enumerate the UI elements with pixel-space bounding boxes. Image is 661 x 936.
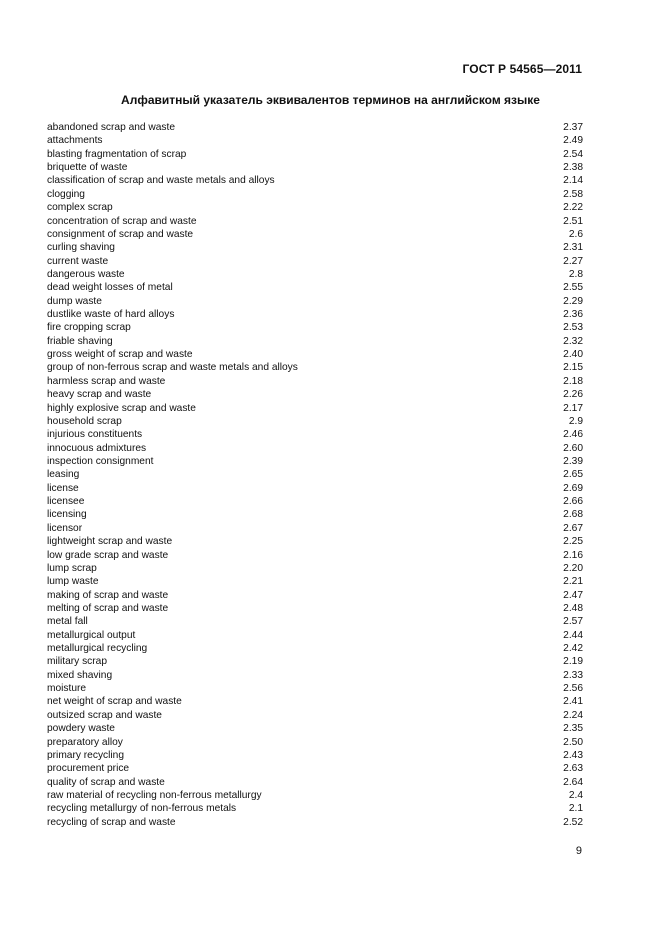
index-term: recycling of scrap and waste [47, 816, 176, 828]
index-term: net weight of scrap and waste [47, 696, 182, 708]
index-entry [47, 215, 583, 228]
index-entry [47, 482, 583, 495]
index-entry [47, 321, 583, 334]
index-entry [47, 201, 583, 214]
index-ref: 2.56 [563, 683, 583, 695]
index-entry [47, 508, 583, 521]
index-term: metal fall [47, 616, 88, 628]
index-entry [47, 615, 583, 628]
index-ref: 2.64 [563, 776, 583, 788]
index-ref: 2.69 [563, 482, 583, 494]
index-entry [47, 789, 583, 802]
index-term: curling shaving [47, 242, 115, 254]
index-ref: 2.25 [563, 536, 583, 548]
index-entry [47, 442, 583, 455]
index-term: primary recycling [47, 749, 124, 761]
index-ref: 2.65 [563, 469, 583, 481]
index-term: household scrap [47, 415, 122, 427]
index-ref: 2.54 [563, 148, 583, 160]
index-ref: 2.27 [563, 255, 583, 267]
index-term: military scrap [47, 656, 108, 668]
index-term: procurement price [47, 763, 130, 775]
index-ref: 2.40 [563, 349, 583, 361]
index-entry [47, 161, 583, 174]
index-entry [47, 255, 583, 268]
index-term: harmless scrap and waste [47, 375, 166, 387]
index-entry [47, 241, 583, 254]
index-ref: 2.6 [568, 228, 583, 240]
document-code: ГОСТ Р 54565—2011 [462, 62, 582, 76]
index-ref: 2.15 [563, 362, 583, 374]
index-ref: 2.20 [563, 562, 583, 574]
index-term: heavy scrap and waste [47, 389, 152, 401]
index-term: lump waste [47, 576, 99, 588]
index-ref: 2.58 [563, 188, 583, 200]
index-ref: 2.60 [563, 442, 583, 454]
index-term: fire cropping scrap [47, 322, 131, 334]
index-entry [47, 722, 583, 735]
index-term: mixed shaving [47, 669, 113, 681]
index-ref: 2.68 [563, 509, 583, 521]
index-entry [47, 589, 583, 602]
index-term: dustlike waste of hard alloys [47, 309, 175, 321]
index-ref: 2.37 [563, 122, 583, 133]
index-ref: 2.42 [563, 643, 583, 655]
index-term: quality of scrap and waste [47, 776, 165, 788]
index-ref: 2.35 [563, 723, 583, 735]
index-term: making of scrap and waste [47, 589, 169, 601]
index-term: preparatory alloy [47, 736, 123, 748]
index-ref: 2.17 [563, 402, 583, 414]
index-entry [47, 575, 583, 588]
index-term: raw material of recycling non-ferrous metallurgy [47, 789, 262, 801]
index-entry [47, 749, 583, 762]
index-ref: 2.67 [563, 522, 583, 534]
index-ref: 2.19 [563, 656, 583, 668]
index-ref: 2.47 [563, 589, 583, 601]
index-term: complex scrap [47, 202, 113, 214]
index-term: licensee [47, 496, 85, 508]
index-term: dangerous waste [47, 268, 125, 280]
index-entry [47, 295, 583, 308]
index-term: current waste [47, 255, 109, 267]
index-entry [47, 468, 583, 481]
index-term: dead weight losses of metal [47, 282, 173, 294]
index-term: attachments [47, 135, 103, 147]
index-term: low grade scrap and waste [47, 549, 169, 561]
index-entry [47, 495, 583, 508]
index-term: dump waste [47, 295, 102, 307]
index-entry [47, 188, 583, 201]
index-term: license [47, 482, 79, 494]
index-entry [47, 549, 583, 562]
index-term: licensing [47, 509, 87, 521]
index-term: lump scrap [47, 562, 97, 574]
index-term: consignment of scrap and waste [47, 228, 194, 240]
index-entry [47, 776, 583, 789]
index-term: innocuous admixtures [47, 442, 147, 454]
index-entry [47, 709, 583, 722]
index-ref: 2.57 [563, 616, 583, 628]
index-term: recycling metallurgy of non-ferrous metals [47, 803, 237, 815]
index-ref: 2.22 [563, 202, 583, 214]
index-entry [47, 682, 583, 695]
index-ref: 2.48 [563, 602, 583, 614]
index-term: friable shaving [47, 335, 113, 347]
index-term: metallurgical output [47, 629, 136, 641]
index-entry [47, 655, 583, 668]
index-term: clogging [47, 188, 85, 200]
term-index-list [47, 121, 583, 829]
index-ref: 2.63 [563, 763, 583, 775]
index-term: group of non-ferrous scrap and waste metals and alloys [47, 362, 298, 374]
index-ref: 2.8 [568, 268, 583, 280]
index-ref: 2.4 [568, 789, 583, 801]
index-entry [47, 388, 583, 401]
index-entry [47, 669, 583, 682]
index-entry [47, 802, 583, 815]
index-ref: 2.18 [563, 375, 583, 387]
index-term: injurious constituents [47, 429, 143, 441]
index-entry [47, 335, 583, 348]
index-term: metallurgical recycling [47, 643, 148, 655]
index-ref: 2.51 [563, 215, 583, 227]
index-entry [47, 629, 583, 642]
index-term: outsized scrap and waste [47, 709, 162, 721]
index-entry [47, 148, 583, 161]
index-entry [47, 281, 583, 294]
page-number: 9 [575, 845, 582, 857]
index-term: leasing [47, 469, 80, 481]
index-ref: 2.21 [563, 576, 583, 588]
index-ref: 2.24 [563, 709, 583, 721]
index-entry [47, 455, 583, 468]
index-ref: 2.49 [563, 135, 583, 147]
index-ref: 2.1 [568, 803, 583, 815]
index-ref: 2.9 [568, 415, 583, 427]
index-entry [47, 308, 583, 321]
index-term: lightweight scrap and waste [47, 536, 173, 548]
index-entry [47, 762, 583, 775]
index-entry [47, 535, 583, 548]
index-ref: 2.16 [563, 549, 583, 561]
index-term: licensor [47, 522, 83, 534]
index-term: classification of scrap and waste metals and alloys [47, 175, 275, 187]
index-entry [47, 134, 583, 147]
index-ref: 2.53 [563, 322, 583, 334]
index-term: briquette of waste [47, 162, 128, 174]
index-title: Алфавитный указатель эквивалентов терминов на английском языке [121, 93, 540, 107]
index-entry [47, 562, 583, 575]
index-ref: 2.31 [563, 242, 583, 254]
index-term: gross weight of scrap and waste [47, 349, 193, 361]
index-ref: 2.46 [563, 429, 583, 441]
index-ref: 2.36 [563, 309, 583, 321]
index-entry [47, 695, 583, 708]
index-entry [47, 522, 583, 535]
index-entry [47, 415, 583, 428]
index-term: highly explosive scrap and waste [47, 402, 196, 414]
index-term: concentration of scrap and waste [47, 215, 197, 227]
index-ref: 2.41 [563, 696, 583, 708]
index-ref: 2.29 [563, 295, 583, 307]
index-ref: 2.26 [563, 389, 583, 401]
index-ref: 2.43 [563, 749, 583, 761]
index-ref: 2.55 [563, 282, 583, 294]
index-term: moisture [47, 683, 87, 695]
index-entry [47, 174, 583, 187]
index-entry [47, 268, 583, 281]
index-ref: 2.44 [563, 629, 583, 641]
index-entry [47, 602, 583, 615]
index-ref: 2.66 [563, 496, 583, 508]
index-term: abandoned scrap and waste [47, 122, 176, 133]
index-entry [47, 736, 583, 749]
index-ref: 2.32 [563, 335, 583, 347]
index-term: powdery waste [47, 723, 115, 735]
index-ref: 2.38 [563, 162, 583, 174]
index-ref: 2.39 [563, 455, 583, 467]
index-entry [47, 228, 583, 241]
index-ref: 2.33 [563, 669, 583, 681]
index-ref: 2.52 [563, 816, 583, 828]
index-entry [47, 361, 583, 374]
index-entry [47, 642, 583, 655]
index-entry [47, 375, 583, 388]
index-entry [47, 121, 583, 134]
index-ref: 2.14 [563, 175, 583, 187]
index-term: inspection consignment [47, 455, 154, 467]
index-entry [47, 348, 583, 361]
index-term: melting of scrap and waste [47, 602, 169, 614]
index-term: blasting fragmentation of scrap [47, 148, 187, 160]
index-entry [47, 428, 583, 441]
index-ref: 2.50 [563, 736, 583, 748]
index-entry [47, 816, 583, 829]
index-entry [47, 402, 583, 415]
